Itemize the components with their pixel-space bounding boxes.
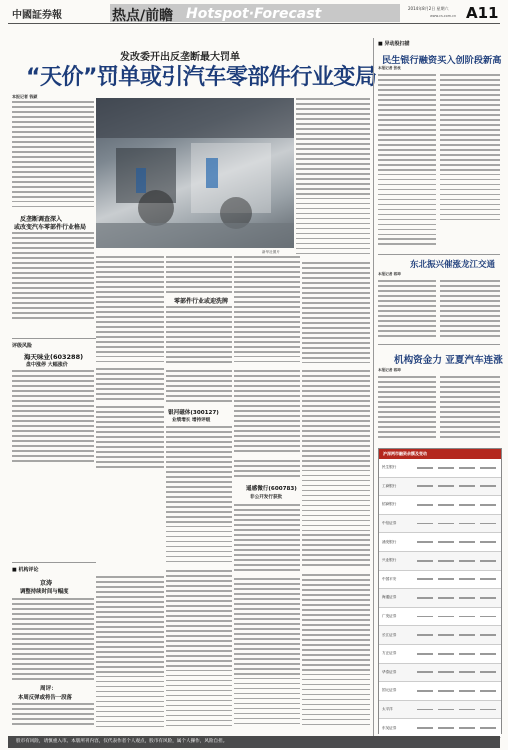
lead-body-col4 [166,256,232,294]
table-cell-value [459,616,475,618]
lead-body-col6 [302,262,370,366]
lead-bottom-rule [12,338,96,339]
lead-byline: 本报记者 钱颖 [12,94,38,99]
table-cell-value [459,485,475,487]
table-cell-value [459,578,475,580]
table-cell-value [480,578,496,580]
table-cell-value [438,541,454,543]
mid-body-col3b [234,460,300,482]
stock3-name: 遥感微行(600783) [246,486,297,492]
factory-scene [96,98,294,248]
subhead-antitrust: 反垄断调查深入 [20,216,63,223]
commentary-title3: 周评： [40,686,57,692]
table-row [379,515,501,534]
lead-photo [96,98,294,248]
right-title1: 民生银行融资买入创阶段新高 [382,55,502,66]
commentary-rule [12,562,96,563]
table-cell-value [417,541,433,543]
table-cell-value [480,634,496,636]
table-row [379,459,501,478]
rating-header: 评级风险 [12,343,33,349]
lead-kicker: 发改委开出反垄断最大罚单 [120,52,240,63]
section-name: 热点/前瞻 [112,8,174,24]
date-line: 2014年8月2日 星期六 [408,6,449,11]
table-row [379,552,501,571]
table-cell-value [438,578,454,580]
commentary-body5 [234,578,300,732]
table-cell-value [417,485,433,487]
mid-body-col4 [302,370,370,570]
table-cell-value [438,467,454,469]
table-cell-value [480,504,496,506]
lead-body-col2 [296,98,370,258]
right-body2a [378,280,436,340]
table-cell-name: 方正证券 [382,651,397,656]
lead-body-col1b [12,232,94,324]
commentary-header: ■ 机构评论 [12,567,39,573]
table-row [379,664,501,683]
right-title2: 东北振兴催涨龙江交通 [410,260,496,270]
right-byline3: 本报记者 蒋坤 [378,368,401,372]
table-cell-value [480,560,496,562]
table-cell-value [459,690,475,692]
footer-disclaimer: 股市有风险，请慎重入市。本版所刊内容，仅代表作者个人观点，股市有风险，属个人操作，风险自担。 [16,739,228,744]
table-cell-value [417,690,433,692]
table-cell-name: 招商银行 [382,502,397,507]
table-cell-value [459,727,475,729]
commentary-title1: 京涛 [40,580,53,587]
right-byline1: 本报记者 张枕 [378,66,401,70]
table-cell-value [459,504,475,506]
commentary-body1 [12,598,94,682]
table-cell-value [459,634,475,636]
table-cell-value [417,597,433,599]
section-name-en: Hotspot·Forecast [186,6,322,22]
lead-body-col1 [12,101,94,213]
table-cell-name: 中信证券 [382,521,397,526]
stock2-note: 业绩增长 增持评级 [172,418,211,423]
table-cell-value [480,690,496,692]
table-cell-value [438,485,454,487]
lead-body-col3 [96,256,164,366]
subhead-reshuffle: 零部件行业或迎洗牌 [174,298,229,305]
table-cell-value [480,541,496,543]
right-body1b [440,74,500,224]
margin-table [378,448,502,734]
mid-body-col3 [234,370,300,458]
table-cell-value [459,709,475,711]
lead-headline: “天价”罚单或引汽车零部件行业变局 [26,65,377,90]
right-rule1 [378,254,500,255]
table-cell-name: 海通证券 [382,595,397,600]
table-row [379,589,501,608]
table-cell-value [480,485,496,487]
table-cell-value [459,653,475,655]
table-cell-name: 工商银行 [382,483,397,488]
table-cell-value [417,634,433,636]
table-row [379,608,501,627]
table-row [379,478,501,497]
table-row [379,701,501,720]
table-row [379,626,501,645]
right-body3a [378,376,436,444]
table-cell-value [417,616,433,618]
table-cell-value [459,541,475,543]
table-cell-value [480,653,496,655]
table-cell-name: 长江证券 [382,632,397,637]
commentary-body3 [96,576,164,732]
commentary-title4: 本周反弹或将告一段落 [18,695,72,701]
table-cell-name: 广发证券 [382,614,397,619]
table-cell-name: 东吴证券 [382,725,397,730]
lead-body-col4b [166,306,232,366]
lead-body-col5 [234,256,300,366]
mid-body-col1 [96,368,164,404]
table-cell-value [417,504,433,506]
right-body3b [440,376,500,444]
paper-name: 中國証券報 [12,10,62,21]
right-body1a [378,74,436,252]
table-cell-name: 太平洋 [382,707,393,712]
right-header: ■ 异动股扫描 [378,41,410,47]
table-row [379,571,501,590]
table-cell-value [480,467,496,469]
table-cell-value [417,709,433,711]
stock1-note: 盘中涨停 大幅涨价 [26,362,68,368]
mid-body-col3c [234,504,300,574]
table-cell-value [480,727,496,729]
table-cell-value [480,616,496,618]
table-cell-value [438,560,454,562]
table-cell-value [417,467,433,469]
table-cell-value [438,616,454,618]
table-cell-value [438,671,454,673]
right-rule2 [378,344,500,345]
stock1-name: 海天味业(603288) [24,353,84,361]
commentary-body4 [166,570,232,732]
table-cell-name: 中国平安 [382,576,397,581]
table-cell-value [480,671,496,673]
stock3-note: 非公开发行获批 [250,495,283,500]
commentary-title2: 调整持续时间与幅度 [20,589,69,595]
table-cell-value [438,690,454,692]
table-cell-value [480,709,496,711]
right-column-divider [373,38,374,738]
table-cell-value [417,671,433,673]
commentary-body6 [302,574,370,732]
table-cell-value [438,634,454,636]
table-cell-value [459,560,475,562]
table-cell-value [417,727,433,729]
table-cell-value [417,653,433,655]
table-cell-value [459,523,475,525]
table-row [379,496,501,515]
page-number: A11 [466,4,499,22]
table-cell-value [438,504,454,506]
table-row [379,533,501,552]
photo-caption: 新华社图片 [262,250,280,254]
right-byline2: 本报记者 蒋坤 [378,272,401,276]
masthead-url: www.cs.com.cn [430,14,457,18]
table-cell-name: 浦发银行 [382,539,397,544]
table-cell-name: 兴业银行 [382,558,397,563]
table-cell-value [438,727,454,729]
table-row [379,645,501,664]
mid-body-col2b [166,426,232,566]
table-cell-value [438,709,454,711]
table-cell-value [480,597,496,599]
table-cell-value [459,671,475,673]
table-cell-value [480,523,496,525]
table-cell-value [459,467,475,469]
right-title3: 机构资金力 亚夏汽车连涨 [394,355,503,366]
mid-body-col1b [96,406,164,474]
table-cell-value [438,523,454,525]
stock2-name: 银河磁体(300127) [168,410,219,416]
right-body2b [440,280,500,340]
masthead [0,0,508,28]
stock1-body [12,370,94,466]
table-cell-value [459,597,475,599]
masthead-rule [8,23,500,24]
commentary-body2 [12,703,94,731]
table-body [379,459,501,738]
table-cell-name: 国元证券 [382,688,397,693]
table-cell-value [417,578,433,580]
table-cell-value [417,560,433,562]
table-cell-value [438,597,454,599]
table-caption: 沪深两市融资余额及变动 [379,449,501,459]
table-cell-value [438,653,454,655]
table-cell-value [417,523,433,525]
table-cell-name: 华泰证券 [382,669,397,674]
table-row [379,682,501,701]
table-cell-name: 民生银行 [382,465,397,470]
mid-body-col2 [166,370,232,406]
subhead-industry: 或改变汽车零部件行业格局 [14,224,87,231]
